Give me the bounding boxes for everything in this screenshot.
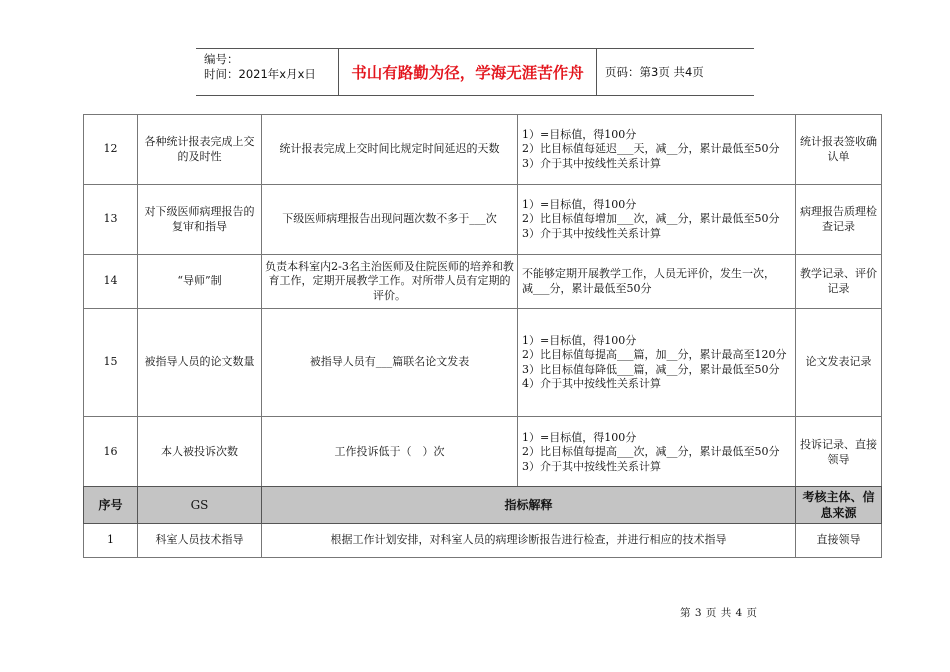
- scoring-rule-line: 1）=目标值，得100分: [522, 333, 637, 347]
- row-number: 12: [84, 115, 138, 185]
- scoring-rules: [518, 255, 796, 309]
- scoring-rule-line: 1）=目标值，得100分: [522, 197, 637, 211]
- table-row: [84, 185, 882, 255]
- indicator-name: 对下级医师病理报告的复审和指导: [138, 185, 262, 255]
- header-meta: [196, 49, 339, 95]
- table-row: [84, 115, 882, 185]
- scoring-rule-line: 2）比目标值每提高___次，减__分，累计最低至50分: [522, 445, 780, 459]
- header-motto: 书山有路勤为径，学海无涯苦作舟: [339, 49, 597, 95]
- table-row: [84, 524, 882, 558]
- scoring-rule-line: 1）=目标值，得100分: [522, 127, 637, 141]
- header-definition: 指标解释: [262, 487, 796, 524]
- table-row: [84, 309, 882, 417]
- indicator-definition: 负责本科室内2-3名主治医师及住院医师的培养和教育工作，定期开展教学工作。对所带人员有定期的评价。: [262, 255, 518, 309]
- scoring-rules: [518, 115, 796, 185]
- indicator-table: [83, 114, 882, 489]
- info-source: 病理报告质理检查记录: [796, 185, 882, 255]
- row-number: 1: [84, 524, 138, 558]
- indicator-name: 本人被投诉次数: [138, 417, 262, 489]
- scoring-rule-line: 3）介于其中按线性关系计算: [522, 459, 661, 473]
- info-source: 教学记录、评价记录: [796, 255, 882, 309]
- scoring-rule-line: 2）比目标值每增加___次，减__分，累计最低至50分: [522, 212, 780, 226]
- scoring-rule-line: 1）=目标值，得100分: [522, 430, 637, 444]
- scoring-rule-line: 3）介于其中按线性关系计算: [522, 156, 661, 170]
- header-source: 考核主体、信息来源: [796, 487, 882, 524]
- indicator-definition: 被指导人员有___篇联名论文发表: [262, 309, 518, 417]
- row-number: 16: [84, 417, 138, 489]
- gs-name: 科室人员技术指导: [138, 524, 262, 558]
- indicator-definition: 工作投诉低于（ ）次: [262, 417, 518, 489]
- indicator-name: “导师”制: [138, 255, 262, 309]
- indicator-definition: 下级医师病理报告出现问题次数不多于___次: [262, 185, 518, 255]
- page-footer: 第 3 页 共 4 页: [680, 607, 758, 619]
- indicator-name: 各种统计报表完成上交的及时性: [138, 115, 262, 185]
- scoring-rules: [518, 417, 796, 489]
- scoring-rule-line: 减___分，累计最低至50分: [522, 281, 652, 295]
- scoring-rule-line: 2）比目标值每提高___篇，加__分，累计最高至120分: [522, 348, 787, 361]
- info-source: 直接领导: [796, 524, 882, 558]
- scoring-rule-line: 4）介于其中按线性关系计算: [522, 377, 661, 390]
- info-source: 统计报表签收确认单: [796, 115, 882, 185]
- row-number: 14: [84, 255, 138, 309]
- gs-definition: 根据工作计划安排，对科室人员的病理诊断报告进行检查，并进行相应的技术指导: [262, 524, 796, 558]
- scoring-rule-line: 3）比目标值每降低___篇，减__分，累计最低至50分: [522, 362, 780, 376]
- row-number: 15: [84, 309, 138, 417]
- header-page-label: 页码：第3页 共4页: [605, 65, 704, 79]
- info-source: 投诉记录、直接领导: [796, 417, 882, 489]
- scoring-rule-line: 不能够定期开展教学工作，人员无评价，发生一次，: [522, 267, 775, 280]
- number-label: 编号：: [204, 52, 239, 66]
- scoring-rules: [518, 185, 796, 255]
- row-number: 13: [84, 185, 138, 255]
- page-header: [196, 48, 754, 96]
- header-no: 序号: [84, 487, 138, 524]
- scoring-rules: [518, 309, 796, 417]
- table-row: [84, 255, 882, 309]
- info-source: 论文发表记录: [796, 309, 882, 417]
- gs-table: [83, 486, 882, 558]
- table-row: [84, 417, 882, 489]
- scoring-rule-line: 3）介于其中按线性关系计算: [522, 226, 661, 240]
- scoring-rule-line: 2）比目标值每延迟___天，减__分，累计最低至50分: [522, 142, 780, 156]
- indicator-name: 被指导人员的论文数量: [138, 309, 262, 417]
- indicator-definition: 统计报表完成上交时间比规定时间延迟的天数: [262, 115, 518, 185]
- gs-table-header-row: [84, 487, 882, 524]
- header-gs: GS: [138, 487, 262, 524]
- time-label: 时间：2021年x月x日: [204, 67, 316, 81]
